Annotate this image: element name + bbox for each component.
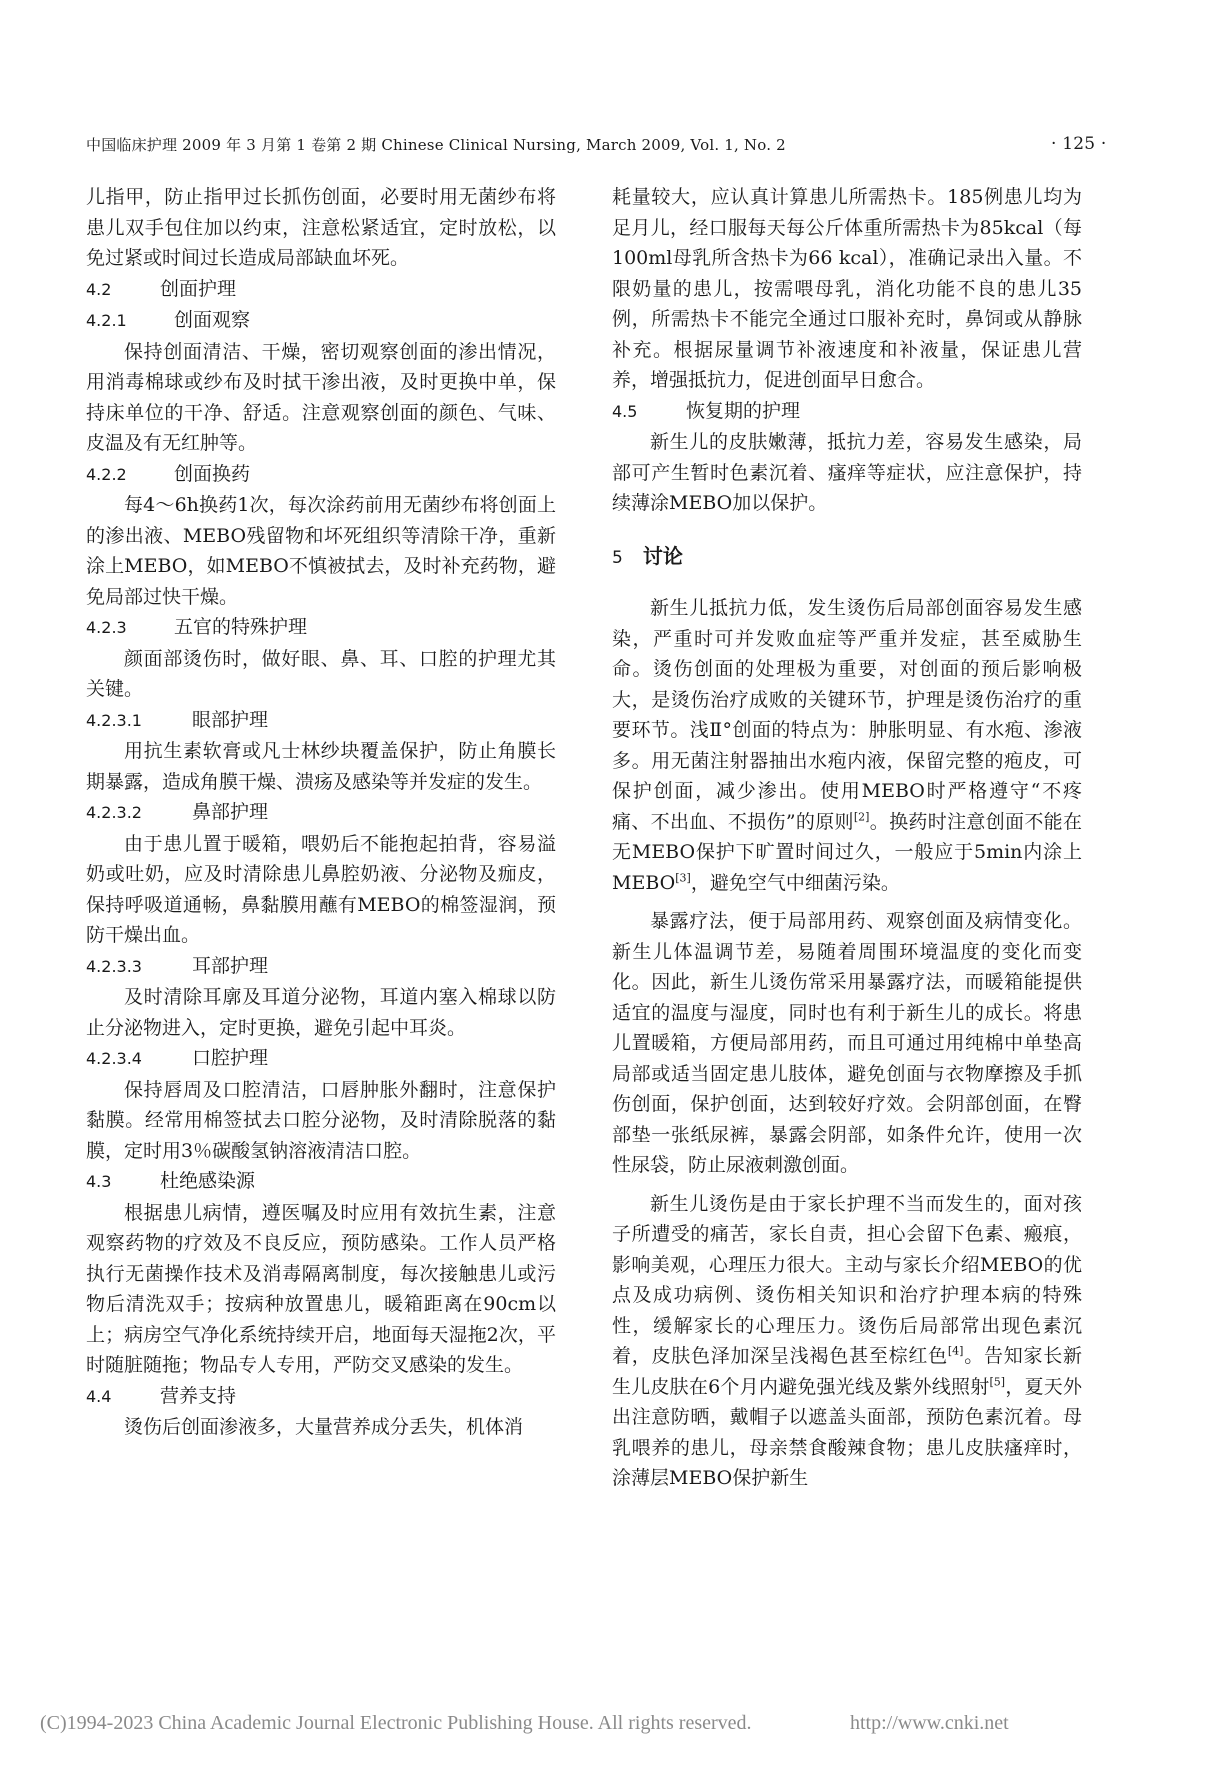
cnki-link[interactable]: http://www.cnki.net [850,1712,1009,1734]
heading-number: 4.2.3.1 [86,710,142,730]
heading-number: 4.2.3 [86,618,127,637]
copyright-footer [40,1712,1210,1735]
paragraph: 保持创面清洁、干燥，密切观察创面的渗出情况，用消毒棉球或纱布及时拭干渗出液，及时更换中单，保持床单位的干净、舒适。注意观察创面的颜色、气味、皮温及有无红肿等。 [86,340,556,454]
paragraph: 由于患儿置于暖箱，喂奶后不能抱起拍背，容易溢奶或吐奶，应及时清除患儿鼻腔奶液、分泌物及痂皮，保持呼吸道通畅，鼻黏膜用蘸有MEBO的棉签湿润，预防干燥出血。 [86,832,556,946]
citation-ref: [3] [675,871,691,885]
heading-text: 恢复期的护理 [686,399,801,422]
heading-text: 营养支持 [160,1384,237,1407]
heading-number: 4.5 [612,401,638,421]
heading-4-4 [86,1381,556,1413]
paragraph: 用抗生素软膏或凡士林纱块覆盖保护，防止角膜长期暴露，造成角膜干燥、溃疡及感染等并发症的发生。 [86,740,556,793]
heading-text: 口腔护理 [192,1047,269,1069]
heading-text: 创面换药 [174,462,251,485]
text-run: ，夏天外出注意防晒，戴帽子以遮盖头面部，预防色素沉着。母乳喂养的患儿，母亲禁食酸辣食物；患儿皮肤瘙痒时，涂薄层MEBO保护新生 [612,1375,1082,1489]
page-number: · 125 · [1051,134,1107,154]
section-number: 5 [612,547,623,568]
heading-4-2-3-2 [86,797,556,829]
heading-text: 杜绝感染源 [160,1170,256,1192]
paragraph: 耗量较大，应认真计算患儿所需热卡。185例患儿均为足月儿，经口服每天每公斤体重所需热卡为85kcal（每100ml母乳所含热卡为66 kcal），准确记录出入量。不限奶量的患儿，按需喂母乳，消化功能不良的患儿35例，所需热卡不能完全通过口服补充时，鼻饲或从静脉补充。根据尿量调节补液速度和补液量，保证患儿营养，增强抵抗力，促进创面早日愈合。 [612,186,1082,391]
heading-text: 鼻部护理 [192,801,269,823]
paragraph: 烫伤后创面渗液多，大量营养成分丢失，机体消 [124,1416,524,1438]
paragraph [612,593,1082,898]
text-run: 。告知家长新生儿皮肤在6个月内避免强光线及紫外线照射 [612,1345,1082,1398]
heading-text: 眼部护理 [192,708,269,731]
heading-text: 耳部护理 [192,954,269,977]
text-run: 新生儿烫伤是由于家长护理不当而发生的，面对孩子所遭受的痛苦，家长自责，担心会留下色素、瘢痕，影响美观，心理压力很大。主动与家长介绍MEBO的优点及成功病例、烫伤相关知识和治疗护理本病的特殊性，缓解家长的心理压力。烫伤后局部常出现色素沉着，皮肤色泽加深呈浅褐色甚至棕红色 [612,1192,1082,1367]
citation-ref: [4] [947,1344,964,1358]
citation-ref: [2] [853,810,870,824]
paragraph [612,1189,1082,1494]
section-title: 讨论 [642,543,683,568]
heading-number: 4.3 [86,1172,112,1191]
paragraph: 新生儿的皮肤嫩薄，抵抗力差，容易发生感染，局部可产生暂时色素沉着、瘙痒等症状，应注意保护，持续薄涂MEBO加以保护。 [612,431,1082,514]
section-heading-discussion [612,541,1082,574]
paragraph: 颜面部烫伤时，做好眼、鼻、耳、口腔的护理尤其关键。 [86,647,556,700]
left-column [86,182,556,1443]
paragraph: 及时清除耳廓及耳道分泌物，耳道内塞入棉球以防止分泌物进入，定时更换，避免引起中耳炎。 [86,986,556,1039]
heading-number: 4.2.3.2 [86,803,142,822]
heading-number: 4.2 [86,279,112,299]
journal-citation: 中国临床护理 2009 年 3 月第 1 卷第 2 期 Chinese Clinical Nursing, March 2009, Vol. 1, No. 2 [86,136,786,154]
paragraph: 每4～6h换药1次，每次涂药前用无菌纱布将创面上的渗出液、MEBO残留物和坏死组织等清除干净，重新涂上MEBO，如MEBO不慎被拭去，及时补充药物，避免局部过快干燥。 [86,494,556,608]
paragraph: 根据患儿病情，遵医嘱及时应用有效抗生素，注意观察药物的疗效及不良反应，预防感染。工作人员严格执行无菌操作技术及消毒隔离制度，每次接触患儿或污物后清洗双手；按病种放置患儿，暖箱距离在90cm以上；病房空气净化系统持续开启，地面每天湿拖2次，平时随脏随拖；物品专人专用，严防交叉感染的发生。 [86,1201,556,1376]
text-run: ，避免空气中细菌污染。 [690,871,900,894]
heading-text: 五官的特殊护理 [174,616,308,638]
heading-text: 创面观察 [174,309,251,331]
paragraph: 儿指甲，防止指甲过长抓伤创面，必要时用无菌纱布将患儿双手包住加以约束，注意松紧适宜，定时放松，以免过紧或时间过长造成局部缺血坏死。 [86,186,556,269]
right-column [612,182,1082,1494]
heading-number: 4.2.1 [86,311,127,330]
heading-4-5 [612,396,1082,428]
paragraph: 暴露疗法，便于局部用药、观察创面及病情变化。新生儿体温调节差，易随着周围环境温度的变化而变化。因此，新生儿烫伤常采用暴露疗法，而暖箱能提供适宜的温度与湿度，同时也有利于新生儿的成长。将患儿置暖箱，方便局部用药，而且可通过用纯棉中单垫高局部或适当固定患儿肢体，避免创面与衣物摩擦及手抓伤创面，保护创面，达到较好疗效。会阴部创面，在臀部垫一张纸尿裤，暴露会阴部，如条件允许，使用一次性尿袋，防止尿液刺激创面。 [612,910,1082,1176]
heading-4-2-1 [86,305,556,337]
heading-number: 4.2.3.3 [86,956,142,976]
heading-number: 4.2.2 [86,464,127,484]
text-run: 。换药时注意创面不能在无MEBO保护下旷置时间过久，一般应于5min内涂上MEBO [612,810,1082,894]
citation-ref: [5] [989,1375,1006,1389]
heading-text: 创面护理 [160,277,237,300]
heading-4-2-3-3 [86,951,556,983]
copyright-text: (C)1994-2023 China Academic Journal Electronic Publishing House. All rights reserved. [40,1712,752,1734]
heading-4-2-3 [86,612,556,644]
heading-4-2 [86,274,556,306]
heading-4-2-3-1 [86,705,556,737]
heading-4-2-2 [86,459,556,491]
heading-4-2-3-4 [86,1043,556,1075]
paragraph: 保持唇周及口腔清洁，口唇肿胀外翻时，注意保护黏膜。经常用棉签拭去口腔分泌物，及时清除脱落的黏膜，定时用3％碳酸氢钠溶液清洁口腔。 [86,1078,556,1162]
text-run: 新生儿抵抗力低，发生烫伤后局部创面容易发生感染，严重时可并发败血症等严重并发症，甚至威胁生命。烫伤创面的处理极为重要，对创面的预后影响极大，是烫伤治疗成败的关键环节，护理是烫伤治疗的重要环节。浅Ⅱ°创面的特点为：肿胀明显、有水疱、渗液多。用无菌注射器抽出水疱内液，保留完整的疱皮，可保护创面，减少渗出。使用MEBO时严格遵守“不疼痛、不出血、不损伤”的原则 [612,597,1082,833]
heading-number: 4.4 [86,1386,112,1406]
heading-number: 4.2.3.4 [86,1049,142,1068]
heading-4-3 [86,1166,556,1198]
